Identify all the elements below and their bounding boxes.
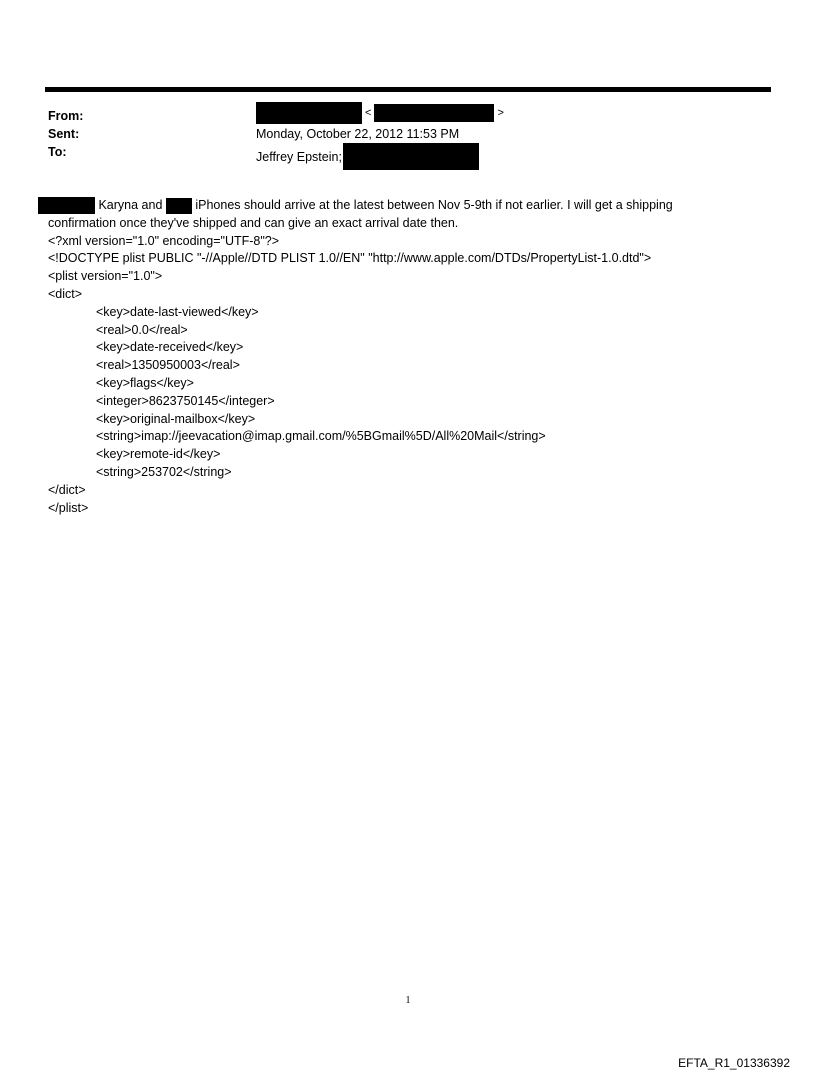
email-body bbox=[48, 197, 768, 517]
closing-line: </plist> bbox=[48, 500, 89, 515]
body-line-2: confirmation once they've shipped and can give an exact arrival date then. bbox=[48, 215, 459, 230]
redaction-box bbox=[166, 198, 192, 214]
body-text-segment: Karyna and bbox=[95, 198, 166, 212]
header-rule bbox=[45, 87, 771, 92]
redaction-box bbox=[256, 102, 362, 124]
closing-line: </dict> bbox=[48, 482, 86, 497]
to-value bbox=[256, 143, 479, 170]
from-close-bracket: > bbox=[497, 107, 504, 119]
redaction-box bbox=[374, 104, 494, 122]
body-text-segment: iPhones should arrive at the latest between Nov 5-9th if not earlier. I will get a shipping bbox=[191, 198, 673, 212]
dict-line: <key>original-mailbox</key> bbox=[96, 411, 256, 426]
plist-line: <dict> bbox=[48, 286, 83, 301]
dict-line: <key>flags</key> bbox=[96, 375, 194, 390]
dict-line: <integer>8623750145</integer> bbox=[96, 393, 275, 408]
to-label: To: bbox=[48, 145, 67, 159]
sent-label: Sent: bbox=[48, 127, 80, 141]
to-recipient: Jeffrey Epstein; bbox=[256, 149, 342, 164]
dict-line: <key>date-received</key> bbox=[96, 340, 244, 355]
dict-line: <real>0.0</real> bbox=[96, 322, 188, 337]
page-number: 1 bbox=[405, 995, 411, 1006]
from-open-bracket: < bbox=[365, 107, 372, 119]
plist-line: <!DOCTYPE plist PUBLIC "-//Apple//DTD PLIST 1.0//EN" "http://www.apple.com/DTDs/PropertyList-1.0.dtd"> bbox=[48, 251, 652, 266]
dict-line: <real>1350950003</real> bbox=[96, 358, 240, 373]
plist-line: <plist version="1.0"> bbox=[48, 269, 163, 284]
from-value bbox=[256, 102, 507, 124]
dict-line: <string>253702</string> bbox=[96, 464, 232, 479]
redaction-box bbox=[343, 143, 479, 170]
plist-line: <?xml version="1.0" encoding="UTF-8"?> bbox=[48, 233, 280, 248]
dict-line: <key>date-last-viewed</key> bbox=[96, 304, 259, 319]
redaction-box bbox=[38, 197, 95, 214]
dict-line: <string>imap://jeevacation@imap.gmail.com/%5BGmail%5D/All%20Mail</string> bbox=[96, 429, 546, 444]
document-id: EFTA_R1_01336392 bbox=[678, 1056, 790, 1070]
body-line-1 bbox=[38, 197, 768, 215]
sent-value: Monday, October 22, 2012 11:53 PM bbox=[256, 127, 460, 141]
dict-line: <key>remote-id</key> bbox=[96, 447, 221, 462]
from-label: From: bbox=[48, 109, 84, 123]
